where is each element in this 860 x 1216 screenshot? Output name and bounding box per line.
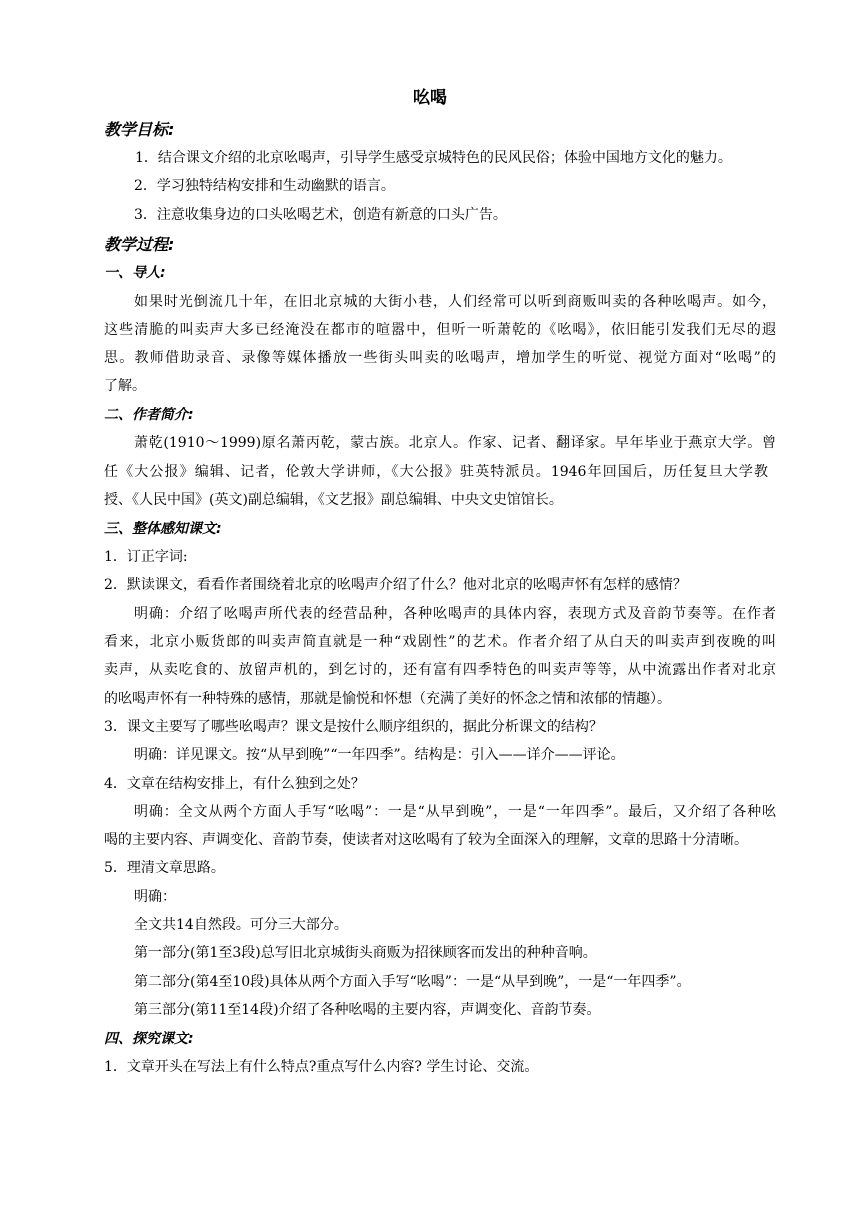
overall-answer-4-line-1: 明确：全文从两个方面人手写“吆喝”：一是“从早到晚”，一是“一年四季”。最后，又介绍了各种吆: [134, 804, 776, 820]
overall-question-4: 4．文章在结构安排上，有什么独到之处？: [104, 776, 365, 792]
objective-item-2: 2．学习独特结构安排和生动幽默的语言。: [134, 178, 395, 194]
explore-question-1: 1．文章开头在写法上有什么特点?重点写什么内容? 学生讨论、交流。: [104, 1059, 539, 1075]
objectives-heading: 教学目标:: [104, 120, 175, 139]
author-line-3: 授、《人民中国》(英文)副总编辑，《文艺报》副总编辑、中央文史馆馆长。: [104, 492, 563, 508]
overall-answer-5-line-3: 第二部分(第4至10段)具体从两个方面入手写“吆喝”：一是“从早到晚”，一是“一年四季”。: [134, 974, 691, 990]
overall-answer-2-line-4: 的吆喝声怀有一种特殊的感情，那就是愉悦和怀想（充满了美好的怀念之情和浓郁的情趣）。: [104, 691, 671, 707]
intro-line-1: 如果时光倒流几十年，在旧北京城的大街小巷，人们经常可以听到商贩叫卖的各种吆喝声。如今，: [134, 294, 776, 310]
overall-answer-5-line-1: 全文共14自然段。可分三大部分。: [134, 917, 348, 933]
overall-answer-5-label: 明确：: [134, 889, 176, 905]
overall-answer-3: 明确：详见课文。按“从早到晚”“一年四季”。结构是：引入——详介——评论。: [134, 747, 625, 763]
author-line-2: 任《大公报》编辑、记者，伦敦大学讲师，《大公报》驻英特派员。1946年回国后，历任复旦大学教: [104, 464, 768, 480]
overall-answer-2-line-2: 看来，北京小贩货郎的叫卖声简直就是一种“戏剧性”的艺术。作者介绍了从白天的叫卖声到夜晚的叫: [104, 634, 776, 650]
process-heading: 教学过程:: [104, 235, 175, 254]
overall-answer-2-line-1: 明确：介绍了吆喝声所代表的经营品种，各种吆喝声的具体内容，表现方式及音韵节奏等。在作者: [134, 606, 776, 622]
overall-answer-5-line-4: 第三部分(第11至14段)介绍了各种吆喝的主要内容，声调变化、音韵节奏。: [134, 1002, 601, 1018]
intro-line-2: 这些清脆的叫卖声大多已经淹没在都市的喧嚣中，但听一听萧乾的《吆喝》，依旧能引发我们无尽的遐: [104, 322, 776, 338]
overall-question-1: 1．订正字词:: [104, 549, 188, 565]
overall-heading: 三、整体感知课文:: [104, 521, 222, 537]
objective-item-1: 1．结合课文介绍的北京吆喝声，引导学生感受京城特色的民风民俗；体验中国地方文化的魅力。: [135, 150, 732, 166]
objective-item-3: 3．注意收集身边的口头吆喝艺术，创造有新意的口头广告。: [134, 207, 507, 223]
overall-answer-2-line-3: 卖声，从卖吃食的、放留声机的，到乞讨的，还有富有四季特色的叫卖声等等，从中流露出作者对北京: [104, 662, 776, 678]
overall-answer-5-line-2: 第一部分(第1至3段)总写旧北京城街头商贩为招徕顾客而发出的种种音响。: [134, 945, 597, 961]
intro-line-4: 了解。: [104, 378, 146, 394]
intro-line-3: 思。教师借助录音、录像等媒体播放一些街头叫卖的吆喝声，增加学生的听觉、视觉方面对“吆喝”的: [104, 350, 776, 366]
intro-heading: 一、导人:: [104, 265, 166, 281]
author-heading: 二、作者简介:: [104, 407, 194, 423]
author-line-1: 萧乾(1910～1999)原名萧丙乾，蒙古族。北京人。作家、记者、翻译家。早年毕业于燕京大学。曾: [134, 435, 776, 451]
explore-heading: 四、探究课文:: [104, 1031, 194, 1047]
overall-question-2: 2．默读课文，看看作者围绕着北京的吆喝声介绍了什么？他对北京的吆喝声怀有怎样的感情？: [104, 577, 687, 593]
overall-answer-4-line-2: 喝的主要内容、声调变化、音韵节奏，使读者对这吆喝有了较为全面深入的理解，文章的思路十分清晰。: [104, 832, 748, 848]
overall-question-5: 5．理清文章思路。: [104, 860, 225, 876]
page-title: 吆喝: [413, 88, 447, 108]
overall-question-3: 3．课文主要写了哪些吆喝声？课文是按什么顺序组织的，据此分析课文的结构？: [104, 719, 603, 735]
